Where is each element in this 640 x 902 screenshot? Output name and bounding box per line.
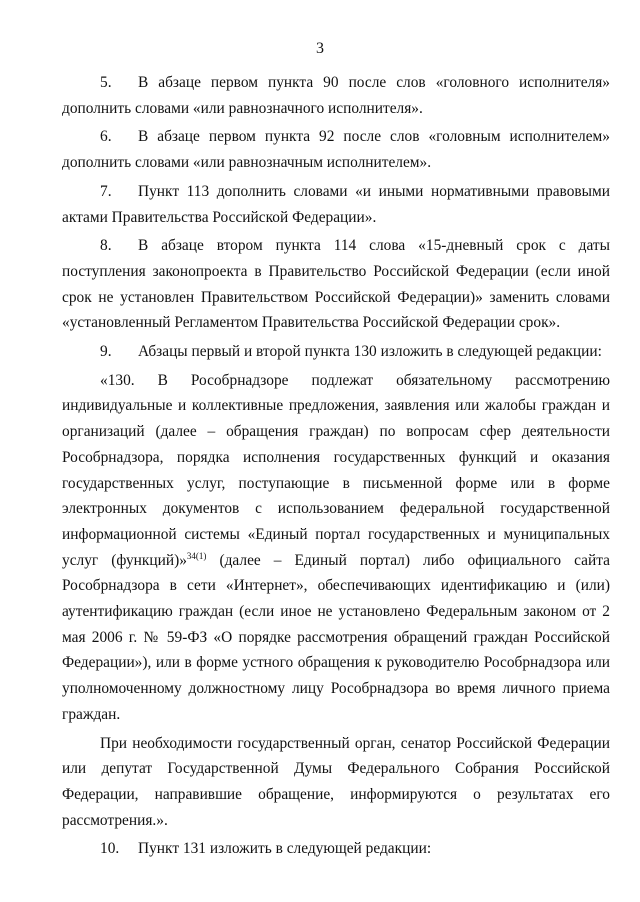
- paragraph-number: 7.: [100, 182, 112, 200]
- paragraph-9: [62, 339, 610, 365]
- paragraph-10: [62, 836, 610, 862]
- paragraph-6: [62, 124, 610, 175]
- quoted-text-part-a: «130. В Рособрнадзоре подлежат обязательному рассмотрению индивидуальные и коллективные предложения, заявления или жалобы граждан и организаций (далее – обращения граждан) по вопросам сфер деятельности Рособрнадзора, порядка исполнения государственных функций и оказания государственных услуг, поступающие в письменной форме или в форме электронных документов с использованием федеральной государственной информационной системы «Единый портал государственных и муниципальных услуг (функций)»: [62, 371, 610, 569]
- paragraph-5: [62, 70, 610, 121]
- paragraph-text: В абзаце втором пункта 114 слова «15-дневный срок с даты поступления законопроекта в Правительство Российской Федерации (если иной срок не установлен Правительством Российской Федерации)» заменить словами «установленный Регламентом Правительства Российской Федерации срок».: [62, 237, 610, 332]
- quoted-text-part-b: (далее – Единый портал) либо официального сайта Рособрнадзора в сети «Интернет», обеспечивающих идентификацию и (или) аутентификацию граждан (если иное не установлено Федеральным законом от 2 мая 2006 г. № 59-ФЗ «О порядке рассмотрения обращений граждан Российской Федерации»), или в форме устного обращения к руководителю Рособрнадзора или уполномоченному должностному лицу Рособрнадзора во время личного приема граждан.: [62, 551, 610, 723]
- paragraph-text: Абзацы первый и второй пункта 130 изложить в следующей редакции:: [138, 343, 602, 361]
- paragraph-number: 10.: [100, 840, 120, 858]
- paragraph-number: 5.: [100, 74, 112, 91]
- paragraph-text: Пункт 113 дополнить словами «и иными нормативными правовыми актами Правительства Российской Федерации».: [62, 182, 610, 226]
- footnote-reference: 34(1): [186, 550, 207, 561]
- paragraph-text: В абзаце первом пункта 92 после слов «головным исполнителем» дополнить словами «или равнозначным исполнителем».: [62, 128, 610, 172]
- paragraph-text: В абзаце первом пункта 90 после слов «головного исполнителя» дополнить словами «или равнозначного исполнителя».: [62, 74, 610, 117]
- paragraph-number: 6.: [100, 128, 112, 146]
- quoted-paragraph-130-second: [62, 731, 610, 834]
- paragraph-text: Пункт 131 изложить в следующей редакции:: [138, 840, 432, 858]
- paragraph-number: 8.: [100, 237, 112, 255]
- page-number: 3: [316, 40, 324, 57]
- paragraph-8: [62, 233, 610, 336]
- paragraph-number: 9.: [100, 343, 112, 361]
- document-body: [62, 70, 610, 862]
- paragraph-text: При необходимости государственный орган, сенатор Российской Федерации или депутат Государственной Думы Федерального Собрания Российской Федерации, направившие обращение, информируются о результатах его рассмотрения.».: [62, 734, 610, 829]
- quoted-paragraph-130: [62, 368, 610, 728]
- paragraph-7: [62, 179, 610, 230]
